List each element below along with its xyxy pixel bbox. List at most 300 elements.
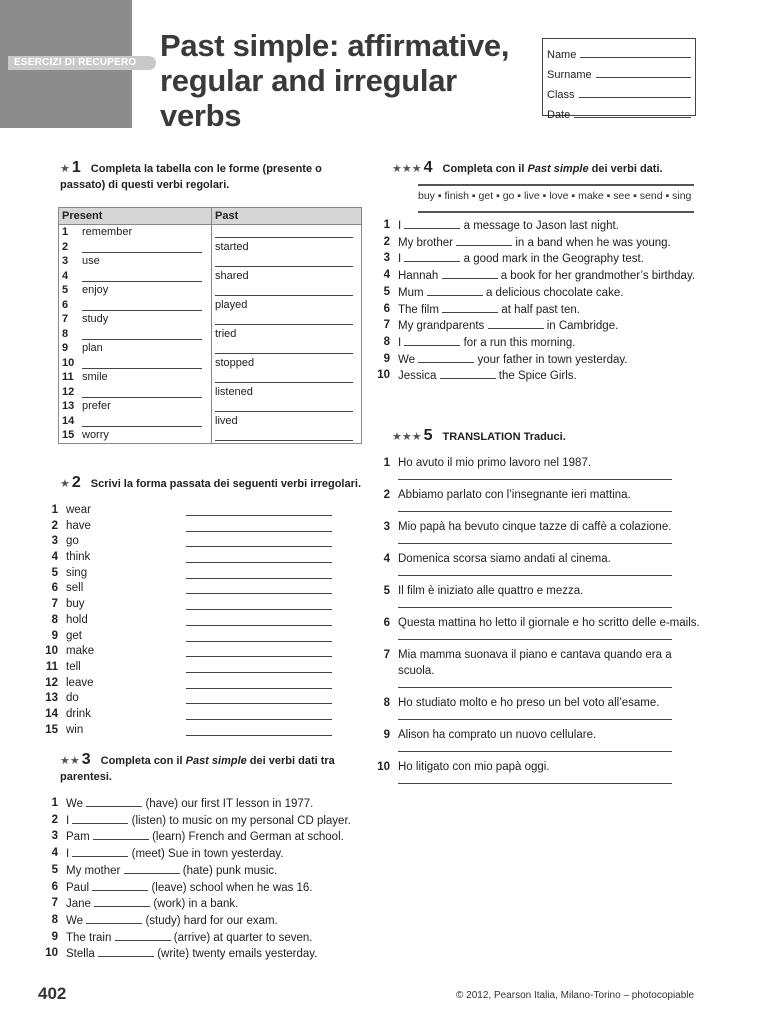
item-number: 5 <box>383 585 390 597</box>
item-number: 12 <box>62 385 75 398</box>
exercise-3-header <box>60 752 350 785</box>
list-item <box>44 644 374 660</box>
item-number: 14 <box>62 414 75 427</box>
sentence-item <box>376 352 706 369</box>
sentence-item <box>376 268 706 285</box>
sentence-start: Mum <box>398 286 424 299</box>
item-number: 4 <box>51 847 58 860</box>
sentence-item <box>376 285 706 302</box>
answer-line[interactable] <box>82 356 202 369</box>
answer-line[interactable] <box>186 613 332 626</box>
past-form: listened <box>215 385 253 398</box>
answer-blank[interactable] <box>488 318 544 329</box>
answer-line[interactable] <box>186 581 332 594</box>
info-field-line[interactable] <box>580 57 691 58</box>
item-number: 9 <box>51 930 58 943</box>
verb-word: wear <box>66 504 91 516</box>
verb-table <box>58 207 362 444</box>
table-row-present <box>62 370 208 385</box>
sentence-end: a book for her grandmother’s birthday. <box>500 270 696 283</box>
answer-line[interactable] <box>398 775 672 784</box>
table-row-present <box>62 298 208 313</box>
verb-word: leave <box>66 676 94 689</box>
answer-blank[interactable] <box>418 352 474 363</box>
sentence-end: for a run this morning. <box>463 336 576 349</box>
item-number: 11 <box>62 371 74 383</box>
item-number: 3 <box>383 252 390 265</box>
sentence-end: (arrive) at quarter to seven. <box>173 931 313 944</box>
verb-word: tell <box>66 660 81 673</box>
sentence-list <box>376 218 706 385</box>
table-row-present <box>62 385 208 400</box>
list-item <box>44 534 374 550</box>
irregular-verb-list <box>44 503 374 738</box>
verb-word: make <box>66 645 95 658</box>
info-field-line[interactable] <box>596 77 691 78</box>
sentence-body <box>66 813 351 830</box>
sentence-item <box>376 218 706 235</box>
translation-item <box>376 695 706 720</box>
item-number: 7 <box>383 649 390 661</box>
item-number: 1 <box>51 797 58 809</box>
answer-line[interactable] <box>186 707 332 720</box>
answer-line[interactable] <box>82 327 202 340</box>
exercise-number: 3 <box>81 751 91 768</box>
table-row-present <box>62 240 208 255</box>
verb-word: go <box>66 535 79 548</box>
present-form: study <box>82 313 109 325</box>
sentence-end: (learn) French and German at school. <box>152 831 344 844</box>
info-field-line[interactable] <box>579 97 691 98</box>
sentence-end: a message to Jason last night. <box>463 220 619 232</box>
item-number: 4 <box>62 269 69 282</box>
item-number: 8 <box>383 335 390 348</box>
answer-line[interactable] <box>398 711 672 720</box>
table-row-past <box>215 283 358 298</box>
exercise-4-header <box>392 160 702 177</box>
item-number: 7 <box>383 319 390 332</box>
past-column <box>212 225 362 444</box>
italian-sentence: Alison ha comprato un nuovo cellulare. <box>398 729 597 741</box>
past-form: lived <box>215 414 238 427</box>
student-info-box <box>542 38 696 121</box>
item-number: 3 <box>51 830 58 843</box>
instruction-emphasis: Past simple <box>527 163 589 175</box>
answer-line[interactable] <box>186 723 332 736</box>
sentence-body <box>398 235 671 252</box>
instruction-label: TRANSLATION <box>442 431 521 443</box>
info-field-label: Surname <box>547 69 592 81</box>
list-item <box>44 676 374 692</box>
sentence-item <box>44 846 374 863</box>
verb-word: sing <box>66 566 88 579</box>
table-row-present <box>62 269 208 284</box>
sentence-body <box>398 318 618 335</box>
sentence-end: in Cambridge. <box>546 320 619 333</box>
verb-word: think <box>66 551 91 564</box>
verb-word: drink <box>66 707 91 720</box>
sentence-item <box>44 913 374 930</box>
answer-line[interactable] <box>215 341 353 354</box>
translation-item <box>376 487 706 512</box>
answer-blank[interactable] <box>404 335 460 346</box>
present-form: worry <box>82 429 109 441</box>
item-number: 11 <box>45 660 58 673</box>
answer-line[interactable] <box>186 566 332 579</box>
answer-blank[interactable] <box>427 285 483 296</box>
translation-item <box>376 759 706 784</box>
exercise-number: 1 <box>71 159 81 176</box>
sentence-start: Jane <box>66 898 91 911</box>
sentence-item <box>376 318 706 335</box>
answer-blank[interactable] <box>93 829 149 840</box>
item-number: 1 <box>383 219 390 231</box>
sentence-start: I <box>398 220 402 232</box>
table-row-past <box>215 269 358 284</box>
answer-blank[interactable] <box>440 368 496 379</box>
sentence-item <box>44 863 374 880</box>
table-row-past <box>215 399 358 414</box>
answer-blank[interactable] <box>442 268 498 279</box>
item-number: 10 <box>377 761 390 773</box>
answer-line[interactable] <box>398 471 672 480</box>
table-row-past <box>215 428 358 443</box>
answer-line[interactable] <box>186 550 332 563</box>
instruction-emphasis: Past simple <box>185 755 247 767</box>
answer-line[interactable] <box>82 298 202 311</box>
difficulty-stars: ★★★ <box>392 431 422 443</box>
italian-sentence: Ho litigato con mio papà oggi. <box>398 761 550 773</box>
past-form: shared <box>215 269 249 282</box>
answer-blank[interactable] <box>115 930 171 941</box>
list-item <box>44 707 374 723</box>
sentence-item <box>376 368 706 385</box>
sentence-item <box>376 302 706 319</box>
present-form: enjoy <box>82 284 109 296</box>
item-number: 6 <box>383 302 390 315</box>
item-number: 10 <box>62 356 75 369</box>
translation-prompt <box>376 727 706 743</box>
item-number: 5 <box>51 566 58 579</box>
verb-word: have <box>66 519 91 532</box>
difficulty-stars: ★★ <box>60 755 80 767</box>
translation-prompt <box>376 615 706 631</box>
info-field <box>547 101 691 121</box>
answer-line[interactable] <box>186 660 332 673</box>
list-item <box>44 519 374 535</box>
table-row-past <box>215 298 358 313</box>
answer-blank[interactable] <box>456 235 512 246</box>
answer-line[interactable] <box>215 428 353 441</box>
answer-line[interactable] <box>186 503 332 516</box>
item-number: 5 <box>383 285 390 298</box>
answer-line[interactable] <box>82 414 202 427</box>
sentence-body <box>398 218 619 235</box>
list-item <box>44 660 374 676</box>
answer-line[interactable] <box>215 254 353 267</box>
sentence-start: I <box>66 848 70 861</box>
sentence-item <box>44 896 374 913</box>
item-number: 4 <box>383 553 390 565</box>
sentence-start: Jessica <box>398 370 437 383</box>
item-number: 10 <box>377 369 390 382</box>
page-number: 402 <box>38 984 67 1003</box>
table-row-past <box>215 312 358 327</box>
instruction-text: Completa con il <box>442 163 528 175</box>
sentence-list <box>44 796 374 963</box>
translation-prompt <box>376 487 706 503</box>
sentence-end: (study) hard for our exam. <box>145 914 278 927</box>
italian-sentence: Abbiamo parlato con l’insegnante ieri mattina. <box>398 489 631 501</box>
answer-blank[interactable] <box>98 946 154 957</box>
answer-blank[interactable] <box>94 896 150 907</box>
item-number: 7 <box>62 313 69 325</box>
answer-blank[interactable] <box>404 251 460 262</box>
instruction-text: Traduci. <box>523 431 566 443</box>
answer-line[interactable] <box>82 240 202 253</box>
answer-line[interactable] <box>82 269 202 282</box>
sentence-body <box>66 829 344 846</box>
answer-line[interactable] <box>398 679 672 688</box>
item-number: 15 <box>45 723 58 736</box>
sentence-start: We <box>66 798 84 810</box>
exercise-2-header <box>60 475 370 492</box>
sentence-start: We <box>66 914 84 927</box>
translation-prompt <box>376 551 706 567</box>
present-form: smile <box>82 371 108 383</box>
translation-item <box>376 455 706 480</box>
past-form: stopped <box>215 356 255 369</box>
item-number: 6 <box>51 582 58 595</box>
sentence-end: the Spice Girls. <box>498 370 577 383</box>
answer-blank[interactable] <box>86 913 142 924</box>
past-form: played <box>215 298 248 311</box>
item-number: 6 <box>383 617 390 629</box>
table-row-present <box>62 283 208 298</box>
sentence-body <box>66 930 313 947</box>
info-field-line[interactable] <box>574 117 691 118</box>
item-number: 3 <box>62 255 69 267</box>
info-field-label: Name <box>547 49 577 61</box>
table-row-present <box>62 254 208 269</box>
sentence-body <box>398 352 627 369</box>
instruction-text: dei verbi dati. <box>588 163 663 175</box>
info-field <box>547 41 691 61</box>
sentence-body <box>66 946 317 963</box>
instruction-text: Completa con il <box>100 755 186 767</box>
sentence-end: (hate) punk music. <box>182 864 278 877</box>
list-item <box>44 723 374 739</box>
answer-blank[interactable] <box>442 302 498 313</box>
item-number: 5 <box>62 284 69 296</box>
list-item <box>44 629 374 645</box>
answer-blank[interactable] <box>72 813 128 824</box>
translation-prompt <box>376 759 706 775</box>
table-row-present <box>62 341 208 356</box>
item-number: 9 <box>383 729 390 741</box>
sentence-end: (leave) school when he was 16. <box>151 881 313 894</box>
item-number: 3 <box>51 535 58 548</box>
item-number: 2 <box>51 813 58 826</box>
list-item <box>44 503 374 519</box>
sentence-item <box>376 235 706 252</box>
sentence-end: (have) our first IT lesson in 1977. <box>145 798 314 810</box>
item-number: 7 <box>51 598 58 611</box>
answer-blank[interactable] <box>124 863 180 874</box>
answer-blank[interactable] <box>86 796 142 807</box>
sentence-start: I <box>66 814 70 827</box>
item-number: 8 <box>51 613 58 626</box>
sentence-start: Paul <box>66 881 90 894</box>
italian-sentence: Ho avuto il mio primo lavoro nel 1987. <box>398 457 592 469</box>
sentence-start: My brother <box>398 236 453 249</box>
word-box: buy ▪ finish ▪ get ▪ go ▪ live ▪ love ▪ make ▪ see ▪ send ▪ sing <box>418 184 694 213</box>
present-form: use <box>82 255 100 267</box>
answer-line[interactable] <box>186 676 332 689</box>
italian-sentence: Mia mamma suonava il piano e cantava quando era a scuola. <box>398 649 672 677</box>
italian-sentence: Ho studiato molto e ho preso un bel voto all’esame. <box>398 697 660 709</box>
table-row-present <box>62 312 208 327</box>
answer-line[interactable] <box>398 631 672 640</box>
answer-line[interactable] <box>186 629 332 642</box>
info-field <box>547 61 691 81</box>
answer-line[interactable] <box>215 283 353 296</box>
answer-line[interactable] <box>215 399 353 412</box>
sentence-start: I <box>398 336 402 349</box>
translation-item <box>376 551 706 576</box>
table-row-past <box>215 341 358 356</box>
sentence-body <box>66 880 313 897</box>
item-number: 4 <box>383 269 390 282</box>
answer-blank[interactable] <box>404 218 460 229</box>
item-number: 9 <box>383 352 390 365</box>
table-row-past <box>215 370 358 385</box>
column-header-past: Past <box>212 208 362 225</box>
sentence-body <box>66 913 278 930</box>
item-number: 1 <box>383 457 390 469</box>
translation-item <box>376 519 706 544</box>
verb-word: win <box>66 723 84 736</box>
section-tag: ESERCIZI DI RECUPERO <box>8 56 156 70</box>
italian-sentence: Mio papà ha bevuto cinque tazze di caffè a colazione. <box>398 521 672 533</box>
answer-line[interactable] <box>398 743 672 752</box>
item-number: 6 <box>62 298 69 311</box>
translation-prompt <box>376 695 706 711</box>
sentence-start: Hannah <box>398 270 439 283</box>
list-item <box>44 613 374 629</box>
sentence-item <box>44 829 374 846</box>
sentence-body <box>66 796 313 813</box>
item-number: 12 <box>45 676 58 689</box>
translation-list <box>376 455 706 791</box>
answer-blank[interactable] <box>72 846 128 857</box>
sentence-start: My mother <box>66 864 121 877</box>
sentence-end: (write) twenty emails yesterday. <box>157 948 318 961</box>
info-field-label: Date <box>547 109 571 121</box>
item-number: 8 <box>383 697 390 709</box>
answer-line[interactable] <box>398 535 672 544</box>
present-form: remember <box>82 226 133 238</box>
sentence-start: We <box>398 353 416 366</box>
instruction-text: dei verbi dati tra parentesi. <box>60 755 335 783</box>
answer-line[interactable] <box>186 519 332 532</box>
answer-line[interactable] <box>215 225 353 238</box>
sentence-start: The train <box>66 931 112 944</box>
sentence-start: My grandparents <box>398 320 485 333</box>
translation-prompt <box>376 455 706 471</box>
present-form: prefer <box>82 400 111 412</box>
answer-line[interactable] <box>398 567 672 576</box>
sentence-start: The film <box>398 303 439 316</box>
item-number: 10 <box>45 645 58 658</box>
sentence-start: Pam <box>66 831 90 844</box>
answer-line[interactable] <box>215 370 353 383</box>
table-row-present <box>62 428 208 443</box>
copyright-notice: © 2012, Pearson Italia, Milano-Torino – photocopiable <box>456 990 695 1001</box>
difficulty-stars: ★ <box>60 478 70 490</box>
sentence-end: at half past ten. <box>501 303 580 316</box>
answer-line[interactable] <box>398 503 672 512</box>
sentence-body <box>398 285 623 302</box>
sentence-item <box>44 796 374 813</box>
item-number: 2 <box>51 519 58 532</box>
past-form: started <box>215 240 249 253</box>
item-number: 8 <box>51 913 58 926</box>
answer-line[interactable] <box>186 534 332 547</box>
item-number: 4 <box>51 551 58 564</box>
sentence-start: Stella <box>66 948 95 961</box>
exercise-number: 2 <box>71 474 81 491</box>
table-row-past <box>215 254 358 269</box>
item-number: 8 <box>62 327 69 340</box>
item-number: 9 <box>51 629 58 642</box>
answer-line[interactable] <box>82 385 202 398</box>
table-row-past <box>215 240 358 255</box>
answer-blank[interactable] <box>92 880 148 891</box>
sentence-item <box>44 880 374 897</box>
item-number: 5 <box>51 863 58 876</box>
item-number: 15 <box>62 429 75 441</box>
sentence-body <box>398 335 575 352</box>
answer-line[interactable] <box>398 599 672 608</box>
item-number: 6 <box>51 880 58 893</box>
item-number: 9 <box>62 342 69 354</box>
table-row-present <box>62 399 208 414</box>
exercise-number: 5 <box>423 427 433 444</box>
item-number: 10 <box>45 947 58 960</box>
sentence-body <box>66 896 238 913</box>
answer-line[interactable] <box>186 691 332 704</box>
item-number: 14 <box>45 707 58 720</box>
sentence-item <box>376 335 706 352</box>
item-number: 2 <box>62 240 69 253</box>
answer-line[interactable] <box>215 312 353 325</box>
exercise-number: 4 <box>423 159 433 176</box>
sentence-body <box>398 368 577 385</box>
translation-item <box>376 583 706 608</box>
answer-line[interactable] <box>186 644 332 657</box>
present-form: plan <box>82 342 103 354</box>
sentence-body <box>66 863 277 880</box>
past-form: tried <box>215 327 237 340</box>
exercise-instruction: Scrivi la forma passata dei seguenti verbi irregolari. <box>90 478 362 490</box>
answer-line[interactable] <box>186 597 332 610</box>
italian-sentence: Il film è iniziato alle quattro e mezza. <box>398 585 584 597</box>
sentence-end: (meet) Sue in town yesterday. <box>131 848 284 861</box>
exercise-1-header <box>60 160 360 193</box>
item-number: 13 <box>62 400 75 412</box>
item-number: 7 <box>51 897 58 910</box>
